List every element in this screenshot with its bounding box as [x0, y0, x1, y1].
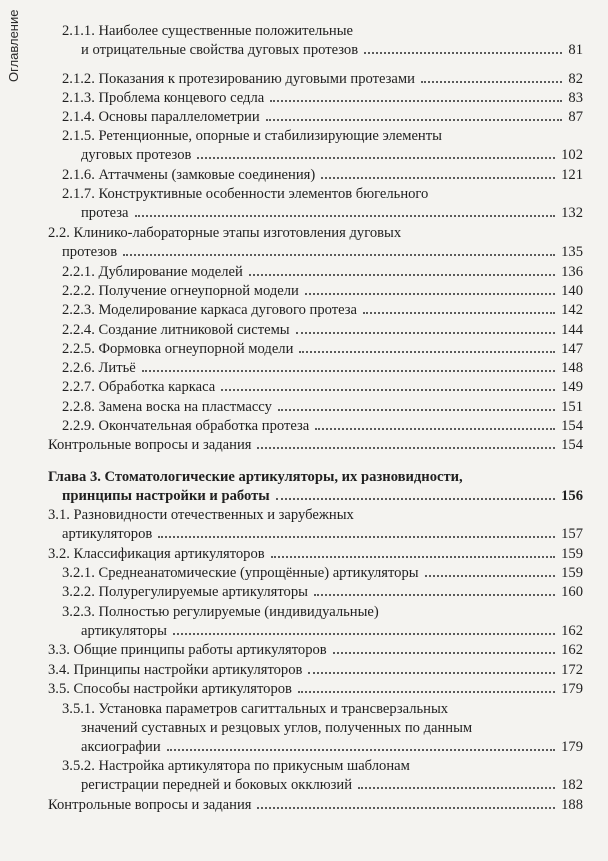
- toc-entry: [48, 545, 583, 564]
- dot-leader: [363, 312, 555, 314]
- toc-page-number: 87: [568, 109, 583, 125]
- toc-entry: [62, 166, 583, 185]
- running-header: Оглавление: [6, 10, 21, 83]
- toc-entry-line: [62, 622, 583, 641]
- toc-entry: [62, 70, 583, 89]
- dot-leader: [257, 447, 555, 449]
- toc-entry-line: [48, 506, 583, 525]
- toc-page-number: 160: [561, 584, 583, 600]
- toc-entry: [48, 680, 583, 699]
- toc-entry-title: протеза: [81, 205, 129, 221]
- toc-entry-line: [62, 719, 583, 738]
- toc-entry-title: 3.2.1. Среднеанатомические (упрощённые) артикуляторы: [62, 565, 419, 581]
- toc-entry-line: [62, 301, 583, 320]
- dot-leader: [249, 274, 555, 276]
- dot-leader: [296, 332, 556, 334]
- toc-entry-line: [48, 436, 583, 455]
- dot-leader: [321, 177, 555, 179]
- toc-entry-line: [48, 661, 583, 680]
- toc-entry-title: значений суставных и резцовых углов, полученных по данным: [81, 720, 473, 736]
- toc-entry-title: аксиографии: [81, 739, 161, 755]
- dot-leader: [197, 157, 555, 159]
- toc-entry-title: артикуляторы: [81, 623, 167, 639]
- dot-leader: [299, 351, 555, 353]
- toc-entry-line: [62, 738, 583, 757]
- toc-page-number: 156: [561, 488, 583, 504]
- toc-page-number: 172: [561, 662, 583, 678]
- toc-entry-title: 2.1.5. Ретенционные, опорные и стабилизирующие элементы: [62, 128, 442, 144]
- toc-entry-title: 2.2.2. Получение огнеупорной модели: [62, 283, 299, 299]
- toc-entry-line: [62, 204, 583, 223]
- toc-entry-title: 2.2.3. Моделирование каркаса дугового протеза: [62, 302, 358, 318]
- toc-page-number: 179: [561, 681, 583, 697]
- dot-leader: [276, 498, 555, 500]
- toc-entry-title: 3.4. Принципы настройки артикуляторов: [48, 662, 303, 678]
- toc-page-number: 121: [561, 167, 583, 183]
- toc-page-number: 82: [568, 71, 583, 87]
- toc-entry-title: 3.5. Способы настройки артикуляторов: [48, 681, 292, 697]
- toc-page-number: 81: [568, 42, 583, 58]
- toc-entry: [48, 436, 583, 455]
- toc-page-number: 102: [561, 147, 583, 163]
- toc-entry: [48, 661, 583, 680]
- toc-entry: [62, 89, 583, 108]
- toc-entry-title: артикуляторов: [62, 526, 153, 542]
- toc-entry-line: [62, 185, 583, 204]
- toc-entry-line: [48, 525, 583, 544]
- dot-leader: [167, 749, 555, 751]
- toc-entry-title: 2.2.6. Литьё: [62, 360, 136, 376]
- toc-entry-title: Контрольные вопросы и задания: [48, 797, 252, 813]
- toc-entry-title: 3.2.2. Полурегулируемые артикуляторы: [62, 584, 308, 600]
- dot-leader: [158, 536, 555, 538]
- toc-page-number: 132: [561, 205, 583, 221]
- toc-entry-line: [62, 583, 583, 602]
- toc-entry: [62, 321, 583, 340]
- toc-page-number: 151: [561, 399, 583, 415]
- toc-page-number: 154: [561, 418, 583, 434]
- toc-entry: [62, 378, 583, 397]
- toc-entry-title: 2.2.8. Замена воска на пластмассу: [62, 399, 272, 415]
- toc-entry-line: [62, 359, 583, 378]
- toc-entry-title: дуговых протезов: [81, 147, 192, 163]
- toc-entry: [48, 506, 583, 544]
- toc-entry-title: регистрации передней и боковых окклюзий: [81, 777, 353, 793]
- toc-entry-line: [62, 757, 583, 776]
- toc-entry: [62, 417, 583, 436]
- toc-entry-title: 2.1.4. Основы параллелометрии: [62, 109, 260, 125]
- toc-entry-title: 3.2.3. Полностью регулируемые (индивидуальные): [62, 604, 379, 620]
- dot-leader: [257, 807, 555, 809]
- toc-entry-title: 2.2. Клинико-лабораторные этапы изготовления дуговых: [48, 225, 402, 241]
- toc-page-number: 149: [561, 379, 583, 395]
- toc-page-number: 182: [561, 777, 583, 793]
- dot-leader: [270, 100, 562, 102]
- toc-entry: [48, 224, 583, 262]
- toc-entry-title: 2.1.6. Аттачмены (замковые соединения): [62, 167, 316, 183]
- dot-leader: [308, 672, 555, 674]
- dot-leader: [298, 691, 555, 693]
- toc-entry-title: 2.2.9. Окончательная обработка протеза: [62, 418, 310, 434]
- toc-entry: [62, 108, 583, 127]
- toc-entry-title: протезов: [62, 244, 118, 260]
- toc-page-number: 159: [561, 546, 583, 562]
- toc-entry-line: [62, 340, 583, 359]
- dot-leader: [278, 409, 555, 411]
- toc-entry-title: 2.1.7. Конструктивные особенности элементов бюгельного: [62, 186, 429, 202]
- dot-leader: [271, 556, 555, 558]
- toc-page-number: 159: [561, 565, 583, 581]
- dot-leader: [421, 81, 562, 83]
- toc-entry-title: 2.2.7. Обработка каркаса: [62, 379, 216, 395]
- toc-entry-title: 2.1.3. Проблема концевого седла: [62, 90, 265, 106]
- toc-entry-line: [62, 378, 583, 397]
- toc-entry-title: принципы настройки и работы: [62, 488, 270, 504]
- toc-entry-line: [48, 545, 583, 564]
- toc-entry-line: [62, 282, 583, 301]
- dot-leader: [315, 428, 555, 430]
- toc-entry: [62, 359, 583, 378]
- toc-entry-line: [62, 89, 583, 108]
- dot-leader: [266, 119, 563, 121]
- toc-page-number: 140: [561, 283, 583, 299]
- toc-entry: [62, 282, 583, 301]
- toc-entry-line: [48, 796, 583, 815]
- dot-leader: [135, 215, 556, 217]
- toc-entry-line: [62, 398, 583, 417]
- dot-leader: [333, 652, 555, 654]
- toc-entry-line: [62, 776, 583, 795]
- toc-page-number: 144: [561, 322, 583, 338]
- dot-leader: [364, 52, 562, 54]
- toc-entry-title: 3.2. Классификация артикуляторов: [48, 546, 265, 562]
- toc-entry-line: [62, 108, 583, 127]
- toc-entry-title: 2.2.1. Дублирование моделей: [62, 264, 243, 280]
- toc-entry-line: [62, 700, 583, 719]
- toc-entry: [62, 127, 583, 165]
- toc-entry-title: 3.3. Общие принципы работы артикуляторов: [48, 642, 327, 658]
- toc-entry: [62, 301, 583, 320]
- toc-entry-line: [62, 22, 583, 41]
- toc-entry-line: [48, 468, 583, 487]
- toc-entry: [62, 185, 583, 223]
- toc-entry-title: Глава 3. Стоматологические артикуляторы, их разновидности,: [48, 469, 463, 485]
- dot-leader: [358, 787, 555, 789]
- toc-entry-line: [48, 487, 583, 506]
- toc-entry: [62, 263, 583, 282]
- toc-entry: [62, 757, 583, 795]
- toc-page-number: 179: [561, 739, 583, 755]
- toc-page-number: 188: [561, 797, 583, 813]
- toc-page-number: 147: [561, 341, 583, 357]
- dot-leader: [142, 370, 555, 372]
- toc-entry-line: [48, 243, 583, 262]
- toc-entry: [48, 796, 583, 815]
- toc-entry: [62, 398, 583, 417]
- toc-entry-line: [62, 127, 583, 146]
- toc-entry-line: [48, 224, 583, 243]
- toc-entry-title: Контрольные вопросы и задания: [48, 437, 252, 453]
- toc-entry-line: [62, 603, 583, 622]
- toc-entry: [62, 340, 583, 359]
- toc-entry: [62, 22, 583, 60]
- toc-entry-title: 2.2.4. Создание литниковой системы: [62, 322, 290, 338]
- toc-entry: [62, 583, 583, 602]
- toc-entry: [62, 564, 583, 583]
- dot-leader: [221, 389, 555, 391]
- toc-page-number: 135: [561, 244, 583, 260]
- dot-leader: [305, 293, 555, 295]
- toc-entry-title: 2.2.5. Формовка огнеупорной модели: [62, 341, 294, 357]
- toc-entry-line: [62, 166, 583, 185]
- toc-page-number: 83: [568, 90, 583, 106]
- toc-entry-line: [48, 680, 583, 699]
- toc-entry-line: [62, 417, 583, 436]
- toc-entry-title: 2.1.1. Наиболее существенные положительные: [62, 23, 353, 39]
- toc-entry-title: 3.1. Разновидности отечественных и зарубежных: [48, 507, 354, 523]
- toc-page-number: 157: [561, 526, 583, 542]
- toc-entry-line: [62, 263, 583, 282]
- toc-page-number: 142: [561, 302, 583, 318]
- toc-entry-line: [62, 321, 583, 340]
- toc-page-number: 136: [561, 264, 583, 280]
- dot-leader: [173, 633, 555, 635]
- toc-page-number: 148: [561, 360, 583, 376]
- toc-entry-line: [62, 564, 583, 583]
- toc-entry-title: 3.5.2. Настройка артикулятора по прикусным шаблонам: [62, 758, 410, 774]
- dot-leader: [123, 254, 555, 256]
- toc-entry: [48, 468, 583, 506]
- toc-page-number: 162: [561, 642, 583, 658]
- toc-page-number: 162: [561, 623, 583, 639]
- toc-entry-line: [62, 70, 583, 89]
- toc-entry-title: 2.1.2. Показания к протезированию дуговыми протезами: [62, 71, 415, 87]
- toc-entry-line: [62, 41, 583, 60]
- toc-entry-line: [48, 641, 583, 660]
- toc-entry-title: и отрицательные свойства дуговых протезов: [81, 42, 359, 58]
- toc-entry: [48, 641, 583, 660]
- toc-entry: [62, 603, 583, 641]
- dot-leader: [425, 575, 556, 577]
- toc-page-number: 154: [561, 437, 583, 453]
- toc-entry-title: 3.5.1. Установка параметров сагиттальных и трансверзальных: [62, 701, 449, 717]
- dot-leader: [314, 594, 555, 596]
- toc-entry: [62, 700, 583, 757]
- toc-entry-line: [62, 146, 583, 165]
